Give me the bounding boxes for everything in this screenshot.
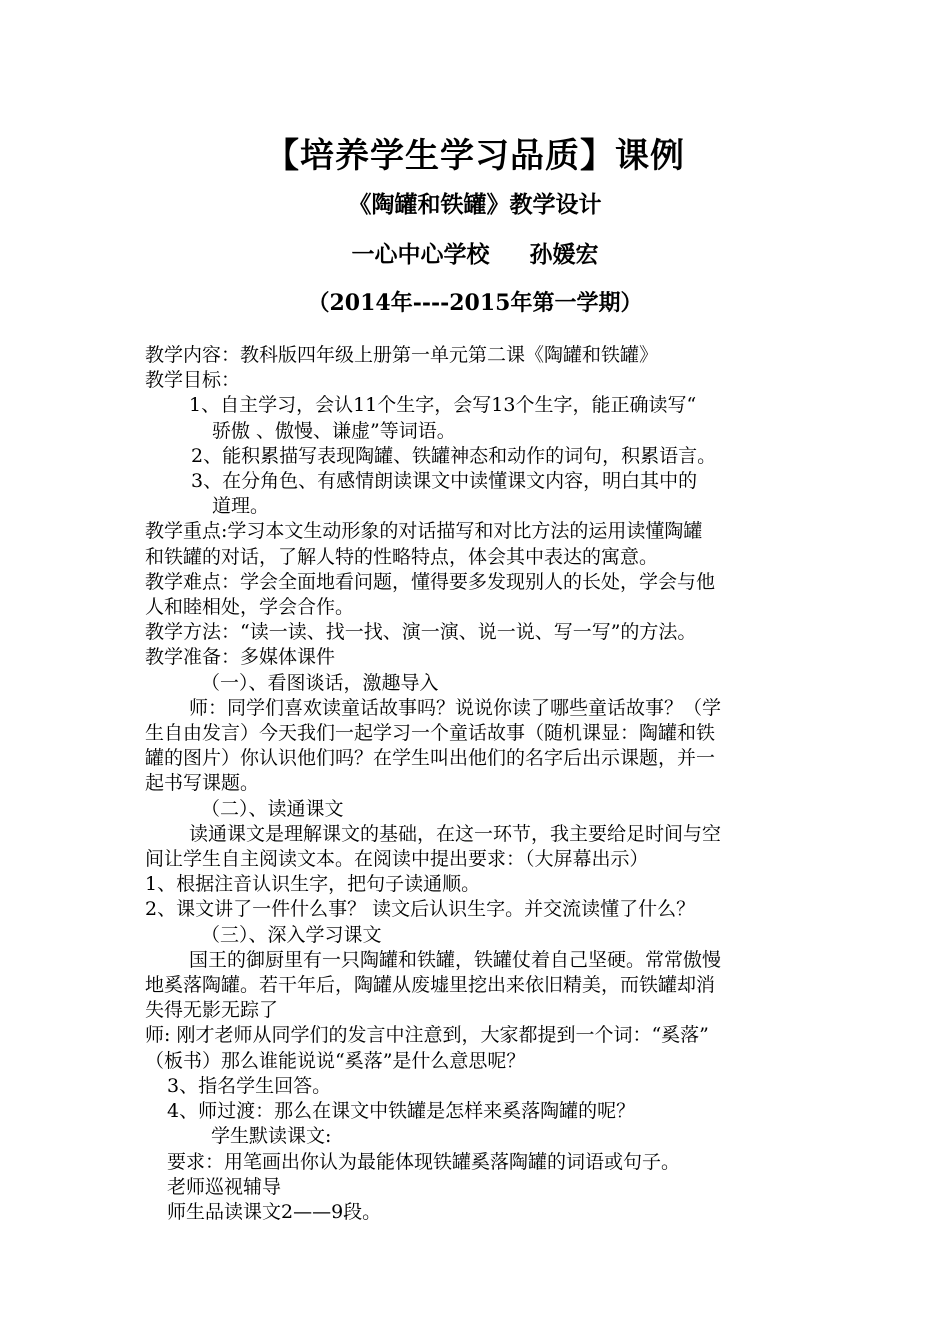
- list-item: 4、师过渡：那么在课文中铁罐是怎样来奚落陶罐的呢？: [167, 1100, 636, 1123]
- paragraph-line: 起书写课题。: [145, 772, 260, 795]
- paragraph-line: 师：同学们喜欢读童话故事吗？说说你读了哪些童话故事？（学: [189, 696, 722, 719]
- teaching-prep: 教学准备：多媒体课件: [145, 646, 336, 669]
- key-points: 教学重点:学习本文生动形象的对话描写和对比方法的运用读懂陶罐: [145, 520, 703, 543]
- section-1-heading: （一）、看图谈话，激趣导入: [201, 671, 439, 694]
- difficult-points: 教学难点：学会全面地看问题，懂得要多发现别人的长处，学会与他: [145, 570, 716, 593]
- paragraph-line: 读通课文是理解课文的基础，在这一环节，我主要给足时间与空: [189, 822, 722, 845]
- term-line: （2014年----2015年第一学期）: [307, 290, 643, 316]
- goal-1: 1、自主学习，会认11个生字，会写13个生字，能正确读写“: [189, 394, 697, 417]
- paragraph-line: 要求：用笔画出你认为最能体现铁罐奚落陶罐的词语或句子。: [167, 1150, 681, 1173]
- difficult-points-cont: 人和睦相处，学会合作。: [145, 596, 355, 619]
- section-2-heading: （二）、读通课文: [201, 797, 344, 820]
- list-item: 1、根据注音认识生字，把句子读通顺。: [145, 873, 481, 896]
- paragraph-line: 老师巡视辅导: [167, 1175, 282, 1198]
- paragraph-line: 地奚落陶罐。若干年后，陶罐从废墟里挖出来依旧精美，而铁罐却消: [145, 974, 716, 997]
- section-3-heading: （三）、深入学习课文: [201, 923, 382, 946]
- document-title: 【培养学生学习品质】课例: [265, 136, 685, 176]
- paragraph-line: 生自由发言）今天我们一起学习一个童话故事（随机课显：陶罐和铁: [145, 722, 716, 745]
- paragraph-line: 国王的御厨里有一只陶罐和铁罐，铁罐仗着自己坚硬。常常傲慢: [189, 948, 722, 971]
- goal-3: 3、在分角色、有感情朗读课文中读懂课文内容，明白其中的: [191, 470, 698, 493]
- paragraph-line: 间让学生自主阅读文本。在阅读中提出要求：（大屏幕出示）: [145, 848, 649, 871]
- goal-3-cont: 道理。: [212, 495, 270, 518]
- document-subtitle: 《陶罐和铁罐》教学设计: [348, 191, 602, 218]
- paragraph-line: 师生品读课文2——9段。: [167, 1200, 382, 1223]
- goal-1-cont: 骄傲 、傲慢、谦虚”等词语。: [212, 419, 456, 442]
- paragraph-line: （板书）那么谁能说说“奚落”是什么意思呢？: [145, 1049, 526, 1072]
- paragraph-line: 罐的图片）你认识他们吗？在学生叫出他们的名字后出示课题，并一: [145, 747, 716, 770]
- school-name: 一心中心学校: [351, 241, 490, 268]
- list-item: 2、课文讲了一件什么事？ 读文后认识生字。并交流读懂了什么？: [145, 898, 696, 921]
- key-points-cont: 和铁罐的对话，了解人特的性略特点，体会其中表达的寓意。: [145, 545, 659, 568]
- list-item: 3、指名学生回答。: [167, 1074, 332, 1097]
- teaching-goals-heading: 教学目标：: [145, 369, 241, 392]
- paragraph-line: 学生默读课文:: [211, 1125, 332, 1148]
- author-name: 孙媛宏: [529, 241, 599, 268]
- teaching-content: 教学内容：教科版四年级上册第一单元第二课《陶罐和铁罐》: [145, 344, 659, 366]
- paragraph-line: 失得无影无踪了: [145, 999, 279, 1022]
- document-body: [145, 343, 815, 1225]
- goal-2: 2、能积累描写表现陶罐、铁罐神态和动作的词句，积累语言。: [191, 444, 717, 467]
- school-author-line: [0, 236, 950, 269]
- teaching-method: 教学方法：“读一读、找一找、演一演、说一说、写一写”的方法。: [145, 621, 697, 644]
- paragraph-line: 师: 刚才老师从同学们的发言中注意到，大家都提到一个词：“奚落”: [145, 1024, 709, 1047]
